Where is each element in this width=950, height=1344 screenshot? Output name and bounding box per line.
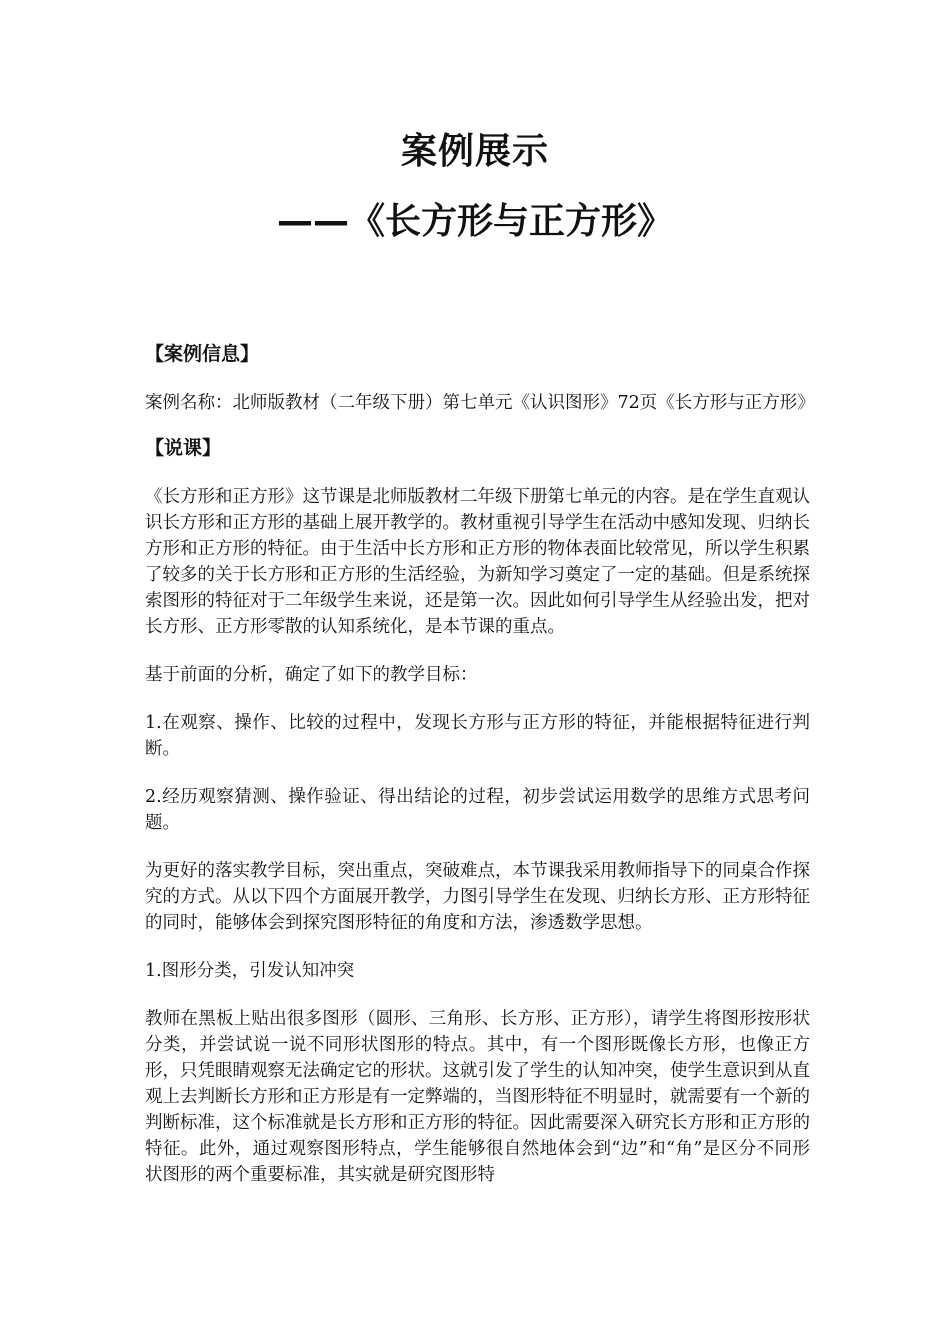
paragraph-goal-2: 2.经历观察猜测、操作验证、得出结论的过程，初步尝试运用数学的思维方式思考问题。 — [145, 787, 810, 833]
document-body — [145, 338, 815, 1210]
paragraph-intro: 《长方形和正方形》这节课是北师版教材二年级下册第七单元的内容。是在学生直观认识长方形和正方形的基础上展开教学的。教材重视引导学生在活动中感知发现、归纳长方形和正方形的特征。由于生活中长方形和正方形的物体表面比较常见，所以学生积累了较多的关于长方形和正方形的生活经验，为新知学习奠定了一定的基础。但是系统探索图形的特征对于二年级学生来说，还是第一次。因此如何引导学生从经验出发，把对长方形、正方形零散的认知系统化，是本节课的重点。 — [145, 487, 810, 637]
paragraph-case-name: 案例名称：北师版教材（二年级下册）第七单元《认识图形》72页《长方形与正方形》 — [145, 393, 815, 413]
document-title: 案例展示 — [400, 131, 549, 172]
document-subtitle: ——《长方形与正方形》 — [276, 201, 673, 242]
section-heading-lecture: 【说课】 — [145, 437, 222, 459]
section-heading-case-info: 【案例信息】 — [145, 343, 260, 365]
paragraph-goals-lead: 基于前面的分析，确定了如下的教学目标： — [145, 665, 478, 685]
paragraph-method: 为更好的落实教学目标，突出重点，突破难点，本节课我采用教师指导下的同桌合作探究的方式。从以下四个方面展开教学，力图引导学生在发现、归纳长方形、正方形特征的同时，能够体会到探究图形特征的角度和方法，渗透数学思想。 — [145, 861, 810, 933]
paragraph-step-1-title: 1.图形分类，引发认知冲突 — [145, 961, 355, 981]
paragraph-goal-1: 1.在观察、操作、比较的过程中，发现长方形与正方形的特征，并能根据特征进行判断。 — [145, 713, 810, 759]
paragraph-step-1-body: 教师在黑板上贴出很多图形（圆形、三角形、长方形、正方形），请学生将图形按形状分类，并尝试说一说不同形状图形的特点。其中，有一个图形既像长方形，也像正方形，只凭眼睛观察无法确定它的形状。这就引发了学生的认知冲突，使学生意识到从直观上去判断长方形和正方形是有一定弊端的，当图形特征不明显时，就需要有一个新的判断标准，这个标准就是长方形和正方形的特征。因此需要深入研究长方形和正方形的特征。此外，通过观察图形特点，学生能够很自然地体会到“边”和“角”是区分不同形状图形的两个重要标准，其实就是研究图形特 — [145, 1009, 810, 1185]
